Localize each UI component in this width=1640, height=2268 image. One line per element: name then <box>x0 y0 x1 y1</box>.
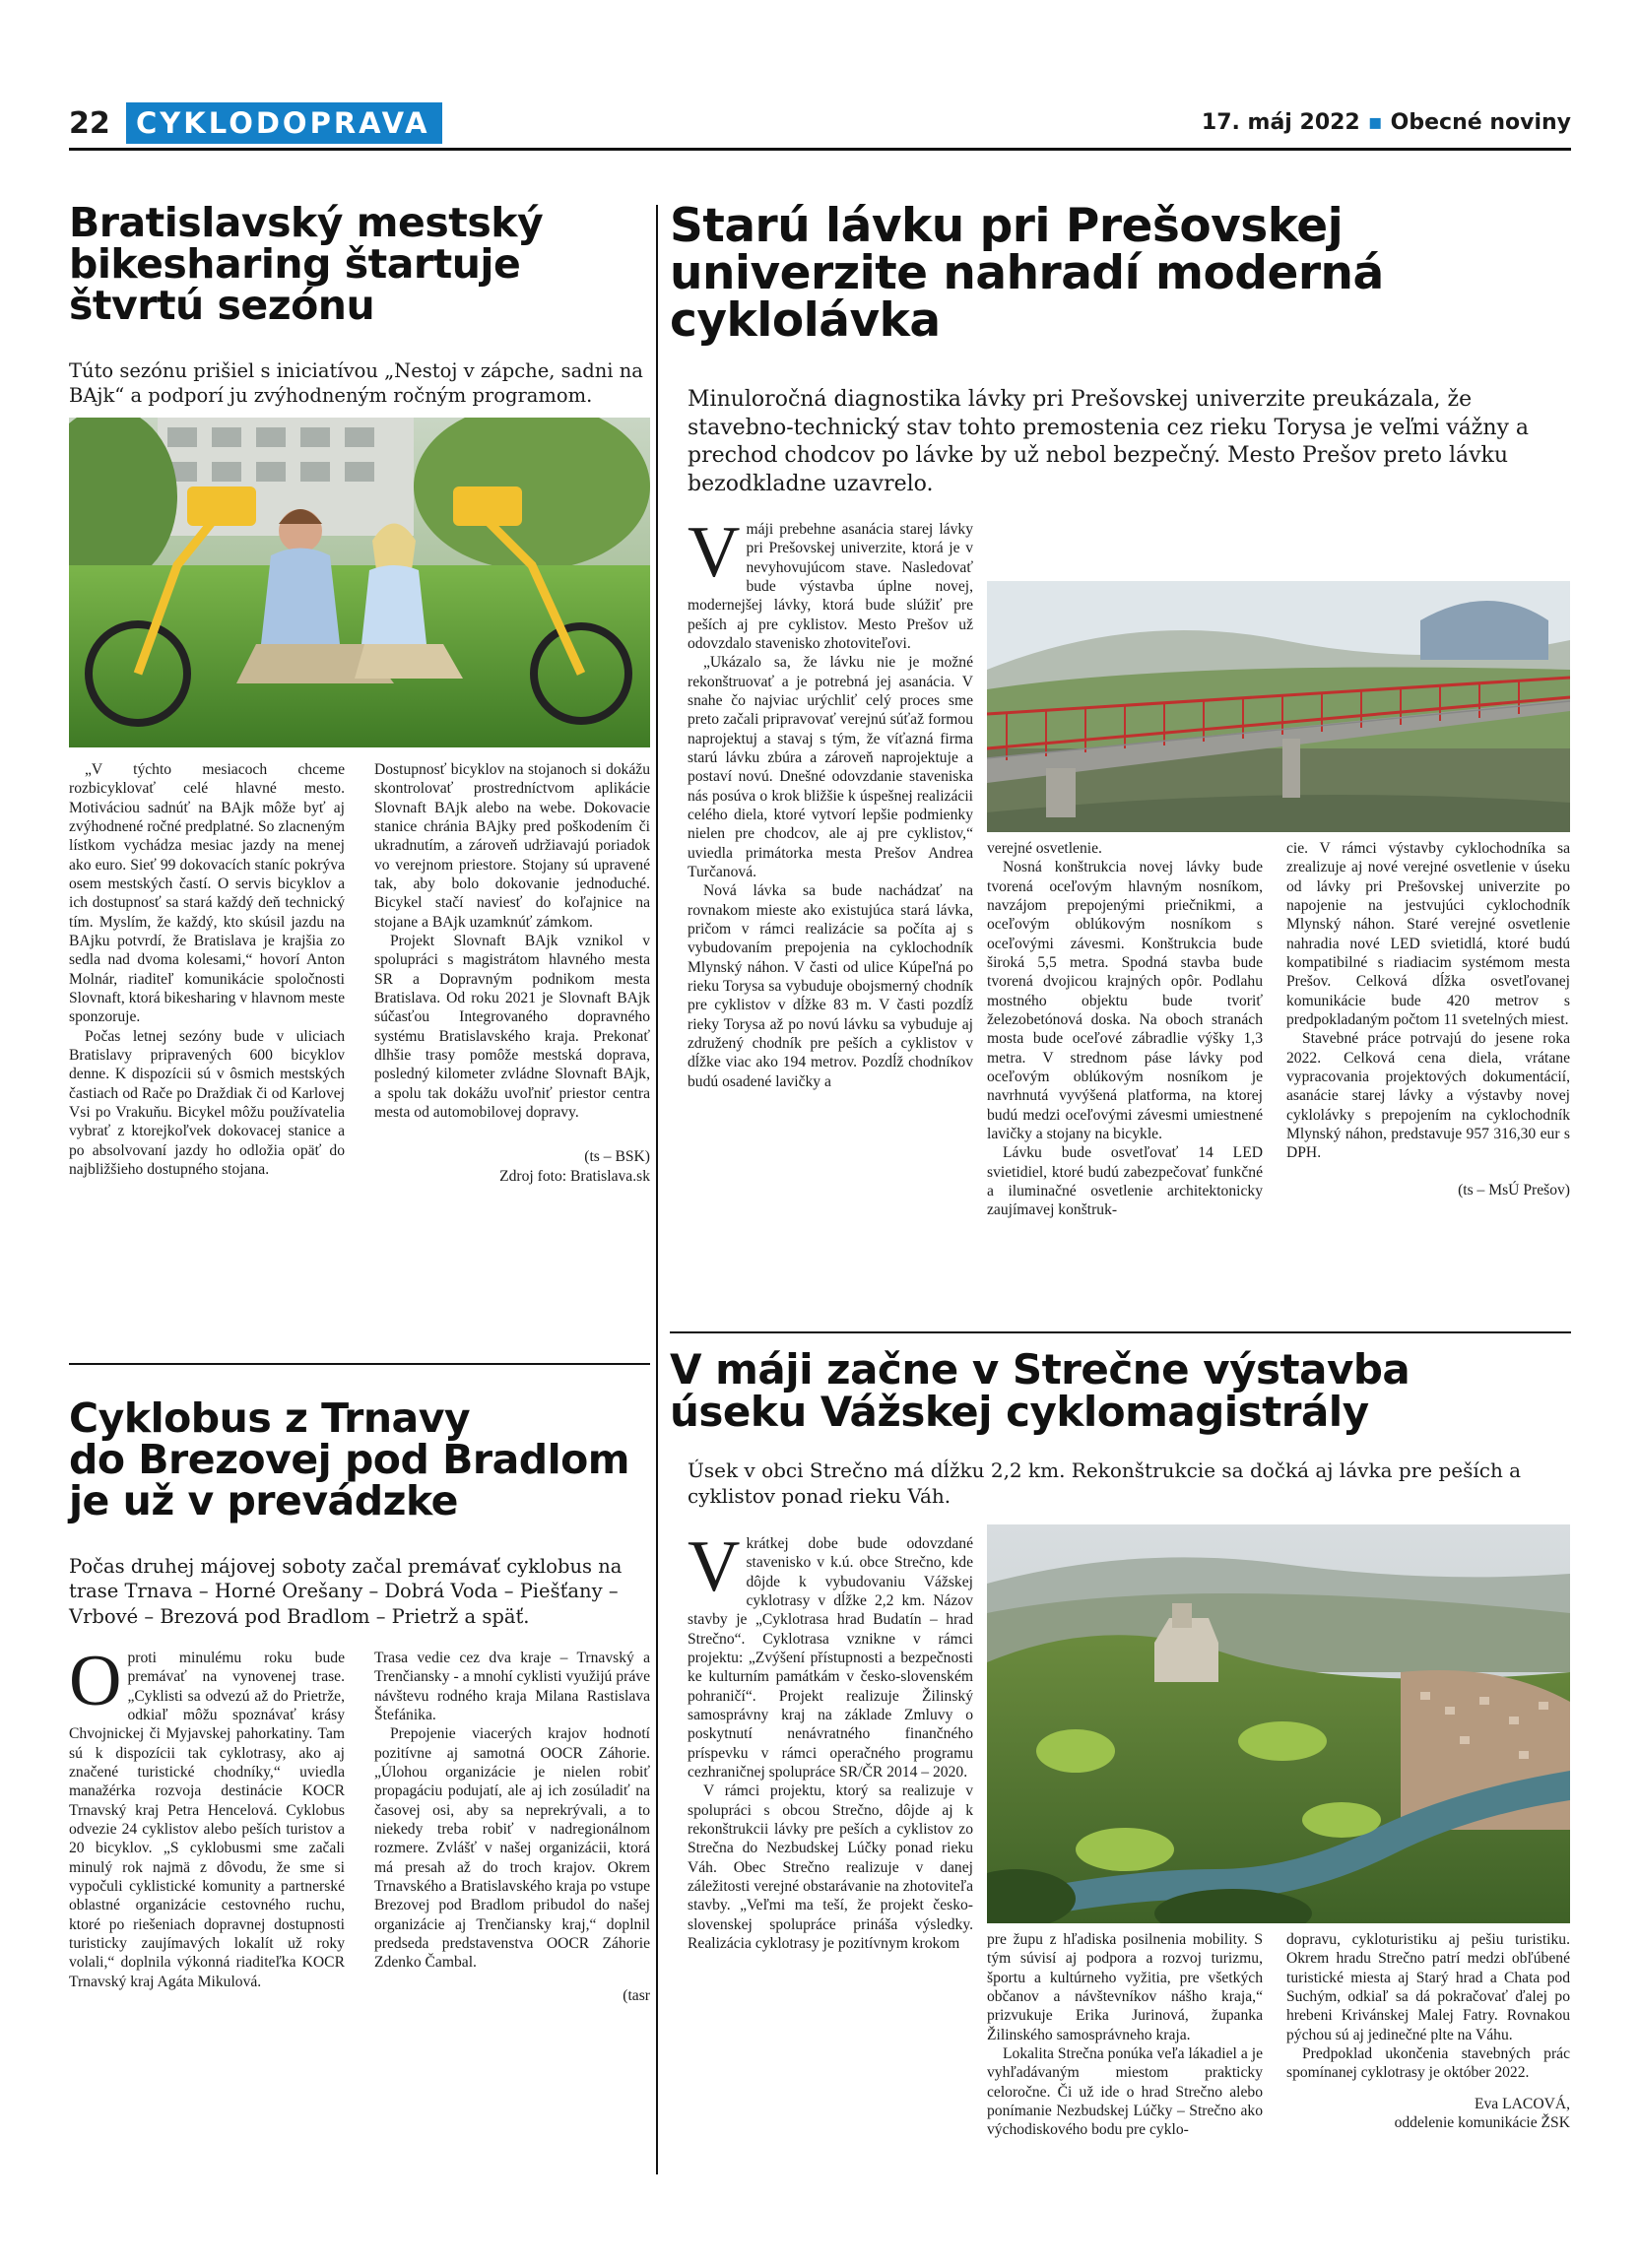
signature-role: oddelenie komunikácie ŽSK <box>1394 2113 1570 2131</box>
drop-cap: V <box>688 512 741 593</box>
paragraph: „Ukázalo sa, že lávku nie je možné rekonštruovať a je potrebná jej asanácia. V snahe čo najviac urýchliť celý proces sme preto začali pripravovať verejnú súťaž formou naprojektuj a stavaj s tým, že víťazná firma starú lávku zbúra a zároveň naprojektuje a postaví novú. Dnešné odovzdanie staveniska nás posúva o krok bližšie k úspešnej realizácii celého diela, ktoré vytvorí lepšie podmienky nielen pre chodcov, ale aj pre cyklistov,“ uviedla primátorka mesta Prešov Andrea Turčanová. <box>688 654 973 880</box>
article-presov-footbridge <box>670 199 1571 348</box>
paragraph: pre župu z hľadiska posilnenia mobility. S tým súvisí aj podpora a rozvoj turizmu, športu a kultúrneho vyžitia, pre všetkých občanov a návštevníkov nášho kraja,“ prizvukuje Erika Jurinová, županka Žilinského samosprávneho kraja. <box>987 1931 1263 2043</box>
article-divider-left <box>69 1363 650 1365</box>
article3-column-1 <box>69 1641 345 1991</box>
paragraph: Nová lávka sa bude nachádzať na rovnakom mieste ako existujúca stará lávka, pričom v rámci realizácie sa počíta aj s vybudovaním prepojenia na cyklochodník Mlynský náhon. V časti od ulice Kúpeľná po rieku Torysa sa vybuduje obojsmerný chodník pre cyklistov v dĺžke 83 m. V časti pozdĺž rieky Torysa až po novú lávku sa vybuduje aj združený chodník pre peších a cyklistov v dĺžke viac ako 194 metrov. Pozdĺž chodníkov budú osadené lavičky a <box>688 882 973 1090</box>
paragraph: Vkrátkej dobe bude odovzdané stavenisko v k.ú. obce Strečno, kde dôjde k vybudovaniu Vážskej cyklotrasy v dĺžke 2,2 km. Názov stavby je „Cyklotrasa hrad Budatín – hrad Strečno“. Cyklotrasa vznikne v rámci projektu: „Zvýšení přístupnosti a bezpečnosti ke kulturním památkám v česko-slovenském pohraničí“. Projekt realizuje Žilinský samosprávny kraj na základe Zmluvy o poskytnutí nenávratného finančného príspevku v rámci operačného programu cezhraničnej spolupráce SR/ČR 2014 – 2020. <box>688 1526 973 1781</box>
headline: Starú lávku pri Prešovskej univerzite nahradí moderná cyklolávka <box>670 199 1384 348</box>
lead-paragraph: Úsek v obci Strečno má dĺžku 2,2 km. Rekonštrukcie sa dočká aj lávka pre peších a cyklistov ponad rieku Váh. <box>688 1458 1522 1508</box>
headline: V máji začne v Strečne výstavba úseku Vážskej cyklomagistrály <box>670 1345 1410 1436</box>
paragraph: Nosná konštrukcia novej lávky bude tvorená oceľovým hlavným nosníkom, navzájom prepojenými priečnikmi, a oceľovým oblúkovým nosníkom s oceľovými závesmi. Konštrukcia bude široká 5,5 metra. Spodná stavba bude tvorená dvojicou krajných opôr. Podlahu mostného objektu bude tvoriť železobetónová doska. Na oboch stranách mosta bude oceľové zábradlie výšky 1,3 metra. V strednom páse lávky pod oceľovým oblúkovým nosníkom je navrhnutá vyvýšená platforma, na ktorej budú medzi oceľovými závesmi umiestnené lavičky a stojany na bicykle. <box>987 859 1263 1142</box>
page-number: 22 <box>69 106 110 141</box>
column-divider <box>656 205 658 2174</box>
paragraph: dopravu, cykloturistiku aj pešiu turistiku. Okrem hradu Strečno patrí medzi obľúbené turistické miesta aj Starý hrad a Chata pod Suchým, odkiaľ sa dá pokračovať ďalej po hrebeni Krivánskej Malej Fatry. Rovnakou pýchou sú aj jedinečné plte na Váhu. <box>1286 1931 1570 2043</box>
photo-strecno-river-valley-aerial-icon <box>987 1524 1570 1923</box>
article1-column-2 <box>374 760 650 1186</box>
drop-cap: V <box>688 1526 741 1607</box>
paragraph: Predpoklad ukončenia stavebných prác spomínanej cyklotrasy je október 2022. <box>1286 2044 1570 2082</box>
paragraph: verejné osvetlenie. <box>987 840 1102 857</box>
issue-info <box>1202 110 1571 135</box>
paragraph: Dostupnosť bicyklov na stojanoch si dokážu skontrolovať prostredníctvom aplikácie Slovnaft BAjk alebo na webe. Dokovacie stanice chránia BAjky pred poškodením či ukradnutím, a zároveň udržiavajú poriadok vo verejnom priestore. Stojany sú upravené tak, aby bolo dokovanie jednoduché. Bicykel stačí naviesť do koľajnice na stojane a BAjk uzamknúť zámkom. <box>374 761 650 931</box>
photo-strecno-river-valley-aerial <box>987 1524 1570 1923</box>
paragraph: Počas letnej sezóny bude v uliciach Bratislavy pripravených 600 bicyklov denne. K dispozícii sú v ôsmich mestských častiach od Rače po Draždiak či od Karlovej Vsi po Vrakuňu. Bicykel môžu používatelia vybrať z ktorejkoľvek dokovacej stanice a po absolvovaní jazdy ho odložia opäť do najbližšieho dostupného stojana. <box>69 1027 345 1178</box>
drop-cap: O <box>69 1641 122 1721</box>
paragraph: Trasa vedie cez dva kraje – Trnavský a Trenčiansky - a mnohí cyklisti využijú práve návštevu rodného kraja Milana Rastislava Štefánika. <box>374 1650 650 1723</box>
article-strecno-cycleway <box>670 1345 1571 1436</box>
photo-red-railing-footbridge-icon <box>987 581 1570 832</box>
paragraph: Lávku bude osvetľovať 14 LED svietidiel, ktoré budú zabezpečovať funkčné a iluminačné osvetlenie architektonicky zaujímavej konštruk- <box>987 1144 1263 1219</box>
section-label: CYKLODOPRAVA <box>126 102 442 144</box>
article-cyklobus-trnava <box>69 1394 650 1524</box>
photo-couple-on-yellow-bikes-icon <box>69 418 650 747</box>
article2-column-3 <box>1286 839 1570 1199</box>
article-divider-right <box>670 1331 1571 1333</box>
paragraph: Vmáji prebehne asanácia starej lávky pri Prešovskej univerzite, ktorá je v nevyhovujúcom stave. Nasledovať bude výstavba úplne novej, modernejšej lávky, ktorá bude slúžiť pre peších aj pre cyklistov. Mesto Prešov už odovzdalo stavenisko zhotoviteľovi. <box>688 512 973 652</box>
paragraph: Prepojenie viacerých krajov hodnotí pozitívne aj samotná OOCR Záhorie. „Úlohou organizácie je nielen robiť propagáciu podujatí, ale aj ich zosúladiť na časovej osi, aby sa neprekrývali, a to niekedy treba robiť v nadregionálnom rozmere. Zvlášť v našej organizácii, ktorá má presah až do troch krajov. Okrem Trnavského a Bratislavského kraja po vstupe Brezovej pod Bradlom pribudol do našej organizácie aj Trenčiansky kraj,“ doplnil predseda predstavenstva OOCR Záhorie Zdenko Čambal. <box>374 1725 650 1972</box>
paragraph: cie. V rámci výstavby cyklochodníka sa zrealizuje aj nové verejné osvetlenie v úseku od lávky pri Prešovskej univerzite po napojenie na jestvujúci cyklochodník Mlynský náhon. Staré verejné osvetlenie nahradia nové LED svietidlá, ktoré budú kompatibilné s riadiacim systémom mesta Prešov. Celková dĺžka osvetľovanej komunikácie bude 420 metrov s predpokladaným počtom 11 svetelných miest. <box>1286 840 1570 1028</box>
header-rule <box>69 148 1571 151</box>
lead-paragraph: Počas druhej májovej soboty začal premávať cyklobus na trase Trnava – Horné Orešany – Dobrá Voda – Piešťany – Vrbové – Brezová pod Bradlom – Prietrž a späť. <box>69 1555 623 1628</box>
article-bikesharing <box>69 199 650 329</box>
paragraph: V rámci projektu, ktorý sa realizuje v spolupráci s obcou Strečno, dôjde aj k rekonštrukcii lávky pre peších a cyklistov zo Strečna do Nezbudskej Lúčky ponad rieku Váh. Obec Strečno realizuje v danej záležitosti verejné obstarávanie na zhotoviteľa stavby. „Veľmi ma teší, že projekt česko-slovenskej spolupráce prináša výsledky. Realizácia cyklotrasy je pozitívnym krokom <box>688 1782 973 1952</box>
photo-credit: Zdroj foto: Bratislava.sk <box>499 1167 650 1185</box>
lead-paragraph: Túto sezónu prišiel s iniciatívou „Nestoj v zápche, sadni na BAjk“ a podporí ju zvýhodneným ročným programom. <box>69 359 643 408</box>
paragraph: Lokalita Strečna ponúka veľa lákadiel a je vyhľadávaným miestom prakticky celoročne. Či už ide o hrad Strečno alebo ponímanie Nezbudskej Lúčky – Strečno ako východiskového bodu pre cyklo- <box>987 2044 1263 2139</box>
photo-couple-on-yellow-bikes <box>69 418 650 747</box>
article2-column-1 <box>688 512 973 1091</box>
article3-column-2 <box>374 1649 650 2005</box>
article4-column-3 <box>1286 1930 1570 2132</box>
paragraph: Projekt Slovnaft BAjk vznikol v spolupráci s magistrátom hlavného mesta SR a Dopravným podnikom mesta Bratislava. Od roku 2021 je Slovnaft BAjk súčasťou Integrovaného dopravného systému Bratislavského kraja. Prekonať dlhšie trasy pomôže mestská doprava, posledný kilometer zvládne Slovnaft BAjk, a spolu tak dokážu uvoľniť priestor centra mesta od automobilovej dopravy. <box>374 932 650 1121</box>
separator-icon: ▪ <box>1367 110 1383 135</box>
signature-name: Eva LACOVÁ, <box>1474 2095 1570 2112</box>
article4-column-2 <box>987 1930 1263 2140</box>
headline: Cyklobus z Trnavy do Brezovej pod Bradlom je už v prevádzke <box>69 1394 630 1524</box>
paragraph: „V týchto mesiacoch chceme rozbicyklovať celé hlavné mesto. Motiváciou sadnúť na BAjk môže byť aj zvýhodnené ročné predplatné. So zlacneným lístkom vychádza mesiac jazdy na menej ako euro. Sieť 99 dokovacích staníc pokrýva osem mestských častí. O servis bicyklov a ich dostupnosť sa stará každý deň technický tím. Myslím, že každý, kto skúsil jazdu na BAjku potvrdí, že Bratislava je krajšia zo sedla nad dvoma kolesami,“ hovorí Anton Molnár, riaditeľ komunikácie spoločnosti Slovnaft, ktorá bikesharing v hlavnom meste sponzoruje. <box>69 761 345 1026</box>
headline: Bratislavský mestský bikesharing štartuje štvrtú sezónu <box>69 199 544 329</box>
signature: (ts – MsÚ Prešov) <box>1458 1181 1570 1199</box>
lead-paragraph: Minuloročná diagnostika lávky pri Prešovskej univerzite preukázala, že stavebno-technický stav tohto premostenia cez rieku Torysa je veľmi vážny a prechod chodcov po lávke by už nebol bezpečný. Mesto Prešov preto lávku bezodkladne uzavrelo. <box>688 387 1530 496</box>
photo-red-railing-footbridge <box>987 581 1570 832</box>
issue-date: 17. máj 2022 <box>1201 110 1360 135</box>
article4-column-1 <box>688 1526 973 1953</box>
signature: (ts – BSK) <box>584 1148 650 1166</box>
paragraph: Oproti minulému roku bude premávať na vynovenej trase. „Cyklisti sa odvezú až do Prietrže, odkiaľ môžu spoznávať krásy Chvojnickej či Myjavskej pahorkatiny. Tam sú k dispozícii tak cyklotrasy, ako aj značené turistické chodníky,“ uviedla manažérka rozvoja destinácie KOCR Trnavský kraj Petra Hencelová. Cyklobus odvezie 24 cyklistov alebo peších turistov a 20 bicyklov. „S cyklobusmi sme začali minulý rok najmä z dôvodu, že sme si vypočuli cyklistické komunity a partnerské oblastné organizácie cestovného ruchu, ktoré po riešeniach dopravnej dostupnosti turisticky zaujímavých lokalít už roky volali,“ doplnila výkonná riaditeľka KOCR Trnavský kraj Agáta Mikulová. <box>69 1641 345 1990</box>
article1-column-1 <box>69 760 345 1179</box>
publication-name: Obecné noviny <box>1390 110 1571 135</box>
paragraph: Stavebné práce potrvajú do jesene roka 2022. Celková cena diela, vrátane vypracovania projektových dokumentácií, asanácie starej lávky a výstavby novej cyklolávky s prepojením na cyklochodník Mlynský náhon, predstavuje 957 316,30 eur s DPH. <box>1286 1030 1570 1162</box>
signature: (tasr <box>623 1986 650 2004</box>
article2-column-2 <box>987 839 1263 1220</box>
